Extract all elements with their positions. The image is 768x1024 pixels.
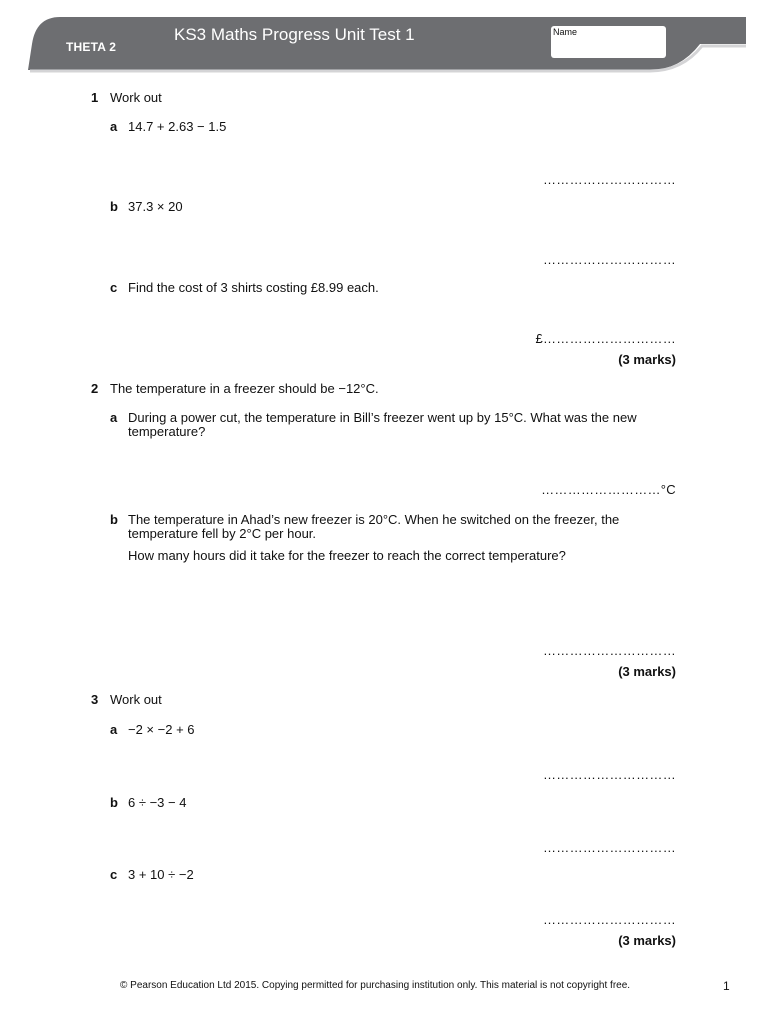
part-label: b — [110, 795, 118, 810]
part-text: Find the cost of 3 shirts costing £8.99 each. — [128, 280, 379, 295]
part-label: a — [110, 119, 118, 134]
part-label: b — [110, 199, 118, 214]
copyright-notice: © Pearson Education Ltd 2015. Copying permitted for purchasing institution only. This material is not copyright free. — [120, 980, 631, 991]
question-text: Work out — [110, 692, 162, 707]
part-label: c — [110, 280, 118, 295]
level-label: THETA 2 — [66, 40, 117, 54]
question-text: The temperature in a freezer should be −12°C. — [110, 381, 379, 396]
part-text: 37.3 × 20 — [128, 199, 183, 214]
part-label: b — [110, 512, 118, 527]
part-text-line: During a power cut, the temperature in Bill’s freezer went up by 15°C. What was the new — [128, 410, 637, 425]
marks-label: (3 marks) — [618, 933, 676, 948]
question-text: Work out — [110, 90, 162, 105]
marks-label: (3 marks) — [618, 352, 676, 367]
question-number: 1 — [91, 90, 99, 105]
name-label: Name — [553, 27, 578, 37]
part-label: a — [110, 722, 118, 737]
answer-line[interactable]: ………………………… — [543, 643, 676, 658]
header-band — [0, 0, 768, 80]
part-text-line: The temperature in Ahad’s new freezer is 20°C. When he switched on the freezer, the — [128, 512, 620, 527]
part-label: a — [110, 410, 118, 425]
part-text: −2 × −2 + 6 — [128, 722, 195, 737]
marks-label: (3 marks) — [618, 664, 676, 679]
answer-line[interactable]: ………………………… — [543, 840, 676, 855]
page-number: 1 — [723, 979, 730, 993]
answer-line[interactable]: ………………………… — [543, 912, 676, 927]
answer-line[interactable]: £………………………… — [535, 331, 676, 346]
part-text-line: How many hours did it take for the freezer to reach the correct temperature? — [128, 548, 566, 563]
part-label: c — [110, 867, 118, 882]
question-number: 3 — [91, 692, 99, 707]
answer-line[interactable]: ………………………°C — [541, 482, 676, 497]
part-text: 14.7 + 2.63 − 1.5 — [128, 119, 227, 134]
answer-line[interactable]: ………………………… — [543, 172, 676, 187]
part-text-line: temperature fell by 2°C per hour. — [128, 526, 317, 541]
name-field[interactable] — [551, 26, 666, 58]
part-text: 6 ÷ −3 − 4 — [128, 795, 187, 810]
part-text: 3 + 10 ÷ −2 — [128, 867, 194, 882]
answer-line[interactable]: ………………………… — [543, 252, 676, 267]
page-title: KS3 Maths Progress Unit Test 1 — [174, 25, 415, 44]
part-text-line: temperature? — [128, 424, 206, 439]
question-number: 2 — [91, 381, 99, 396]
answer-line[interactable]: ………………………… — [543, 767, 676, 782]
